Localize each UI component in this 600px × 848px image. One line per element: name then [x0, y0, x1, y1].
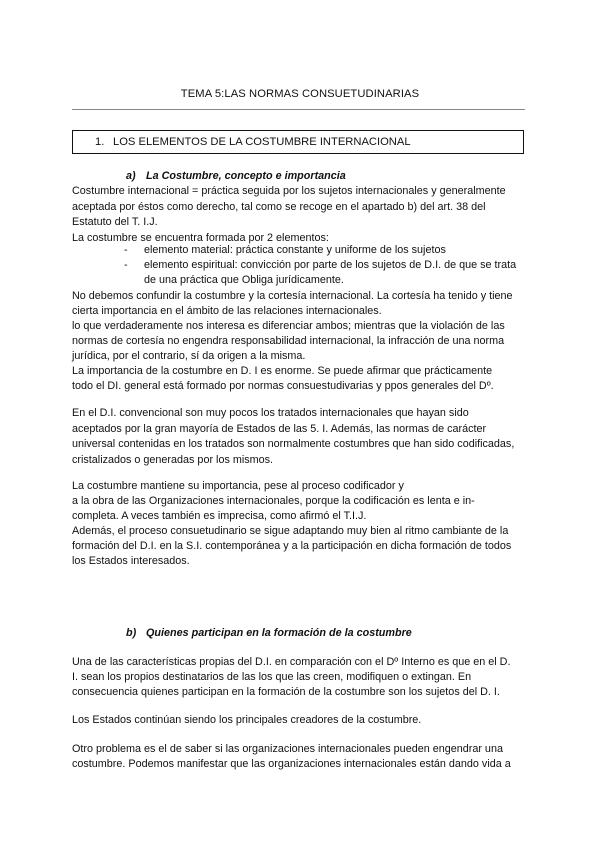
- subsection-a-label: a): [126, 170, 136, 182]
- paragraph-line: aceptados por la gran mayoría de Estados de las 5. I. Además, las normas de carácter: [72, 423, 487, 435]
- paragraph-line: La importancia de la costumbre en D. I es enorme. Se puede afirmar que prácticamente: [72, 365, 493, 377]
- paragraph-line: todo el DI. general está formado por normas consuestudivarias y ppos generales del Dº.: [72, 380, 494, 392]
- paragraph-line: La costumbre se encuentra formada por 2 elementos:: [72, 232, 329, 244]
- bullet-text: de una práctica que Obliga jurídicamente.: [144, 274, 344, 286]
- header-divider: [72, 109, 525, 110]
- paragraph-line: a la obra de las Organizaciones internacionales, porque la codificación es lenta e in-: [72, 495, 475, 507]
- paragraph-line: completa. A veces también es imprecisa, como afirmó el T.I.J.: [72, 510, 367, 522]
- paragraph-line: los Estados interesados.: [72, 555, 190, 567]
- bullet-text: elemento espiritual: convicción por parte de los sujetos de D.I. de que se trata: [144, 259, 517, 271]
- section-heading-box: [72, 130, 524, 154]
- paragraph-line: Estatuto del T. I.J.: [72, 216, 158, 228]
- page-header-title: TEMA 5:LAS NORMAS CONSUETUDINARIAS: [180, 88, 420, 100]
- paragraph-line: normas de cortesía no engendra responsabilidad internacional, la infracción de una norma: [72, 335, 505, 347]
- bullet-marker: -: [124, 259, 128, 271]
- paragraph-line: cristalizados o generadas por los mismos.: [72, 454, 274, 466]
- bullet-text: elemento material: práctica constante y uniforme de los sujetos: [144, 244, 446, 256]
- subsection-b-title: Quienes participan en la formación de la costumbre: [146, 627, 412, 639]
- section-title: LOS ELEMENTOS DE LA COSTUMBRE INTERNACIONAL: [113, 136, 411, 148]
- subsection-a-heading: [126, 170, 346, 182]
- section-number: 1.: [95, 136, 105, 148]
- paragraph-line: Una de las características propias del D.I. en comparación con el Dº Interno es que en el D.: [72, 656, 511, 668]
- paragraph-line: No debemos confundir la costumbre y la cortesía internacional. La cortesía ha tenido y tiene: [72, 290, 513, 302]
- subsection-b-label: b): [126, 627, 137, 639]
- paragraph-line: I. sean los propios destinatarios de las los que las creen, modifiquen o extingan. En: [72, 671, 472, 683]
- paragraph-line: consecuencia quienes participan en la formación de la costumbre son los sujetos del D. I.: [72, 686, 500, 698]
- paragraph-line: La costumbre mantiene su importancia, pese al proceso codificador y: [72, 480, 404, 492]
- section-heading: [95, 136, 411, 148]
- paragraph-line: aceptada por éstos como derecho, tal como se recoge en el apartado b) del art. 38 del: [72, 201, 486, 213]
- subsection-a-title: La Costumbre, concepto e importancia: [146, 170, 346, 182]
- paragraph-line: formación del D.I. en la S.I. contemporánea y a la participación en dicha formación de todos: [72, 540, 512, 552]
- paragraph-line: jurídica, por el contrario, sí da origen a la misma.: [72, 350, 306, 362]
- paragraph-line: Otro problema es el de saber si las organizaciones internacionales pueden engendrar una: [72, 743, 503, 755]
- bullet-marker: -: [124, 244, 128, 256]
- paragraph-line: Los Estados continúan siendo los principales creadores de la costumbre.: [72, 714, 422, 726]
- paragraph-line: lo que verdaderamente nos interesa es diferenciar ambos; mientras que la violación de las: [72, 320, 505, 332]
- paragraph-line: Costumbre internacional = práctica seguida por los sujetos internacionales y generalmente: [72, 185, 506, 197]
- paragraph-line: costumbre. Podemos manifestar que las organizaciones internacionales están dando vida a: [72, 758, 511, 770]
- paragraph-line: Además, el proceso consuetudinario se sigue adaptando muy bien al ritmo cambiante de la: [72, 525, 509, 537]
- subsection-b-heading: [126, 627, 412, 639]
- paragraph-line: cierta importancia en el ámbito de las relaciones internacionales.: [72, 305, 382, 317]
- paragraph-line: En el D.I. convencional son muy pocos los tratados internacionales que hayan sido: [72, 407, 469, 419]
- paragraph-line: universal contenidas en los tratados son normalmente costumbres que han sido codificadas,: [72, 438, 515, 450]
